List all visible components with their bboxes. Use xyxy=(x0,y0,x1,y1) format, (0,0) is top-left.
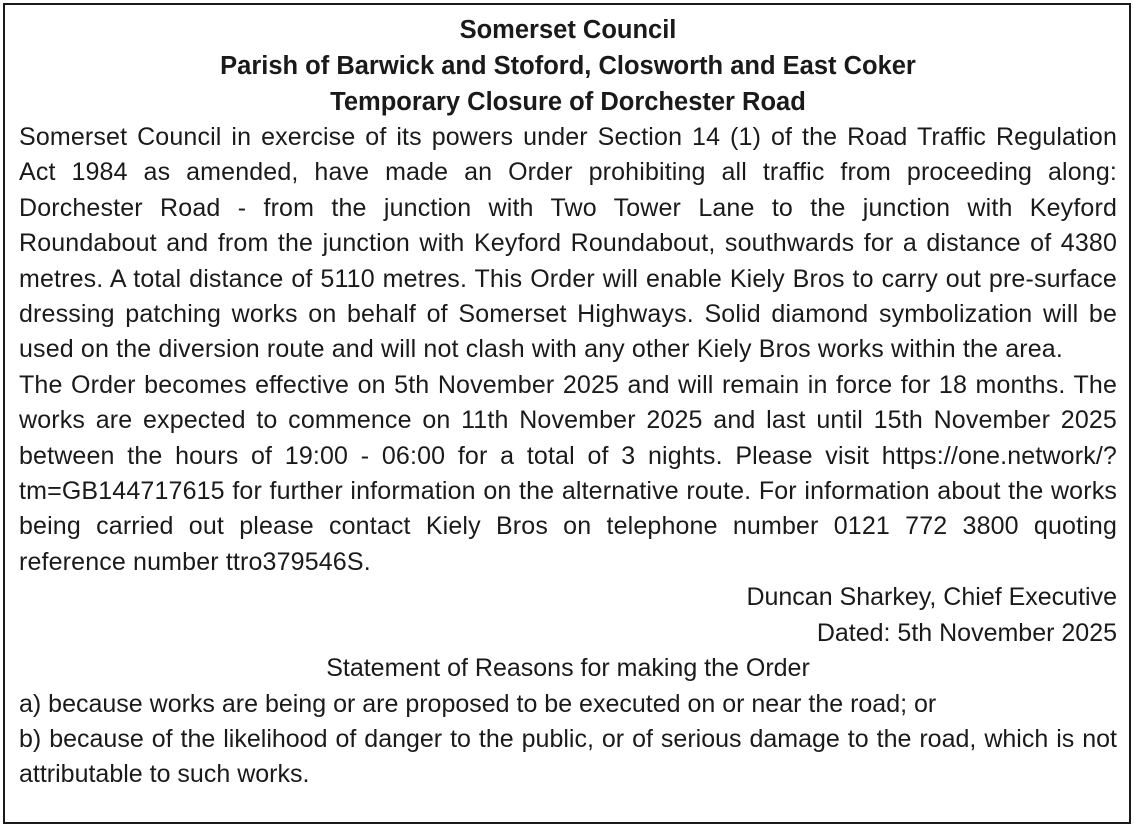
authority-heading: Somerset Council xyxy=(459,16,677,44)
signatory-line: Duncan Sharkey, Chief Executive xyxy=(746,583,1117,612)
reason-b: b) because of the likelihood of danger to the public, or of serious damage to the road, which is not attributable to such works. xyxy=(19,724,1117,789)
dated-line: Dated: 5th November 2025 xyxy=(816,618,1117,647)
reason-a: a) because works are being or are proposed to be executed on or near the road; or xyxy=(19,689,937,718)
reasons-heading: Statement of Reasons for making the Order xyxy=(326,654,810,683)
notice-title: Temporary Closure of Dorchester Road xyxy=(330,88,806,116)
parish-heading: Parish of Barwick and Stoford, Closworth and East Coker xyxy=(220,52,916,80)
effective-dates-paragraph: The Order becomes effective on 5th November 2025 and will remain in force for 18 months. The works are expected to commence on 11th November 2025 and last until 15th November 2025 between the hours of 19:00 - 06:00 for a total of 3 nights. Please visit https://one.network/?tm=GB144717615 for further information on the alternative route. For information about the works being carried out please contact Kiely Bros on telephone number 0121 772 3800 quoting reference number ttro379546S. xyxy=(19,370,1117,576)
order-details-paragraph: Somerset Council in exercise of its powers under Section 14 (1) of the Road Traffic Regulation Act 1984 as amended, have made an Order prohibiting all traffic from proceeding along: Dorchester Road - from the junction with Two Tower Lane to the junction with Keyford Roundabout and from the junction with Keyford Roundabout, southwards for a distance of 4380 metres. A total distance of 5110 metres. This Order will enable Kiely Bros to carry out pre-surface dressing patching works on behalf of Somerset Highways. Solid diamond symbolization will be used on the diversion route and will not clash with any other Kiely Bros works within the area. xyxy=(19,123,1117,364)
public-notice xyxy=(3,3,1131,824)
